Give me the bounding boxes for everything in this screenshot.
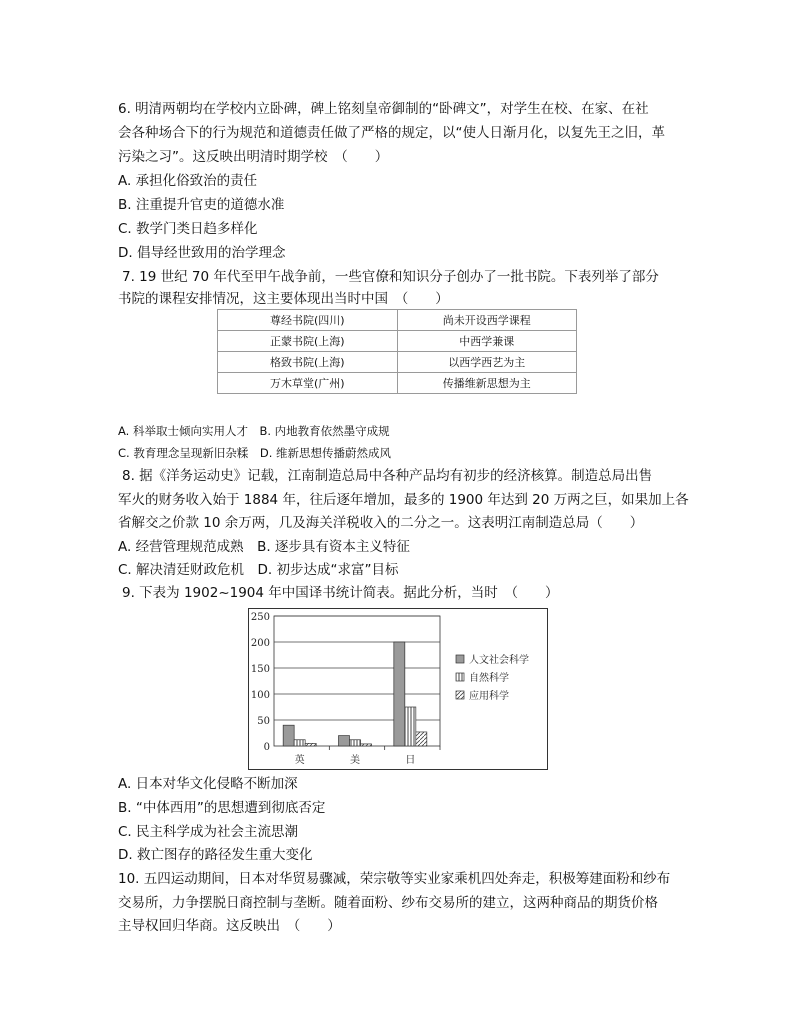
q9-option-d[interactable]: D. 救亡图存的路径发生重大变化 [118, 847, 313, 863]
q8-line-3: 省解交之价款 10 余万两，几及海关洋税收入的二分之一。这表明江南制造总局（ ） [118, 515, 644, 531]
q6-option-d[interactable]: D. 倡导经世致用的治学理念 [118, 245, 286, 261]
q8-line-1: 8. 据《洋务运动史》记载，江南制造总局中各种产品均有初步的经济核算。制造总局出售 [122, 468, 653, 484]
translation-bar-chart [248, 608, 548, 770]
y-tick-label: 0 [263, 742, 270, 753]
legend-label: 应用科学 [469, 691, 509, 702]
y-tick-label: 200 [250, 638, 270, 649]
table-cell: 万木草堂(广州) [218, 373, 398, 394]
bar [405, 707, 416, 746]
x-tick-label: 英 [294, 755, 305, 766]
q8-options-cd[interactable]: C. 解决清廷财政危机 D. 初步达成“求富”目标 [118, 562, 399, 578]
bar [294, 740, 305, 746]
q7-line-1: 7. 19 世纪 70 年代至甲午战争前，一些官僚和知识分子创办了一批书院。下表列举了部分 [122, 269, 659, 285]
bar [361, 744, 372, 746]
q7-line-2: 书院的课程安排情况，这主要体现出当时中国 （ ） [118, 291, 449, 307]
q9-option-c[interactable]: C. 民主科学成为社会主流思潮 [118, 824, 299, 840]
y-tick-label: 150 [250, 664, 270, 675]
q8-line-2: 军火的财务收入始于 1884 年，往后逐年增加，最多的 1900 年达到 20 万两之巨，如果加上各 [118, 492, 689, 508]
q6-option-c[interactable]: C. 教学门类日趋多样化 [118, 221, 258, 237]
bar [350, 740, 361, 746]
table-row [218, 373, 577, 394]
q10-line-3: 主导权回归华商。这反映出 （ ） [118, 918, 341, 934]
q6-line-3: 污染之习”。这反映出明清时期学校 （ ） [118, 149, 389, 165]
table-row [218, 352, 577, 373]
x-tick-label: 日 [405, 755, 416, 766]
table-row [218, 310, 577, 331]
legend-label: 人文社会科学 [469, 655, 529, 666]
q6-line-2: 会各种场合下的行为规范和道德责任做了严格的规定，以“使人日渐月化，以复先王之旧，革 [118, 125, 665, 141]
x-tick-label: 美 [350, 755, 360, 766]
q6-line-1: 6. 明清两朝均在学校内立卧碑，碑上铭刻皇帝御制的“卧碑文”，对学生在校、在家、在社 [118, 101, 649, 117]
legend-swatch [456, 691, 464, 699]
y-tick-label: 100 [250, 690, 270, 701]
legend-label: 自然科学 [469, 673, 509, 684]
q7-options-cd[interactable]: C. 教育理念呈现新旧杂糅 D. 维新思想传播蔚然成风 [118, 446, 392, 460]
q6-option-a[interactable]: A. 承担化俗致治的责任 [118, 173, 258, 189]
q9-line-1: 9. 下表为 1902~1904 年中国译书统计简表。据此分析，当时 （ ） [122, 585, 559, 601]
q10-line-2: 交易所，力争摆脱日商控制与垄断。随着面粉、纱布交易所的建立，这两种商品的期货价格 [118, 895, 658, 911]
table-cell: 尊经书院(四川) [218, 310, 398, 331]
bar [305, 743, 316, 746]
q8-options-ab[interactable]: A. 经营管理规范成熟 B. 逐步具有资本主义特征 [118, 539, 410, 555]
bar [339, 736, 350, 746]
q6-option-b[interactable]: B. 注重提升官吏的道德水准 [118, 197, 285, 213]
table-cell: 尚未开设西学课程 [397, 310, 577, 331]
bar [283, 725, 294, 746]
table-cell: 以西学西艺为主 [397, 352, 577, 373]
table-row [218, 331, 577, 352]
q9-option-b[interactable]: B. “中体西用”的思想遭到彻底否定 [118, 800, 326, 816]
bar [416, 732, 427, 746]
table-cell: 中西学兼课 [397, 331, 577, 352]
table-cell: 传播维新思想为主 [397, 373, 577, 394]
y-tick-label: 250 [250, 612, 270, 623]
table-cell: 格致书院(上海) [218, 352, 398, 373]
y-tick-label: 50 [257, 716, 270, 727]
legend-swatch [456, 655, 464, 663]
q10-line-1: 10. 五四运动期间，日本对华贸易骤减，荣宗敬等实业家乘机四处奔走，积极筹建面粉和纱布 [118, 871, 671, 887]
academy-table [217, 309, 577, 394]
q7-options-ab[interactable]: A. 科举取士倾向实用人才 B. 内地教育依然墨守成规 [118, 424, 390, 438]
legend-swatch [456, 673, 464, 681]
table-cell: 正蒙书院(上海) [218, 331, 398, 352]
bar [394, 642, 405, 746]
q9-option-a[interactable]: A. 日本对华文化侵略不断加深 [118, 776, 298, 792]
